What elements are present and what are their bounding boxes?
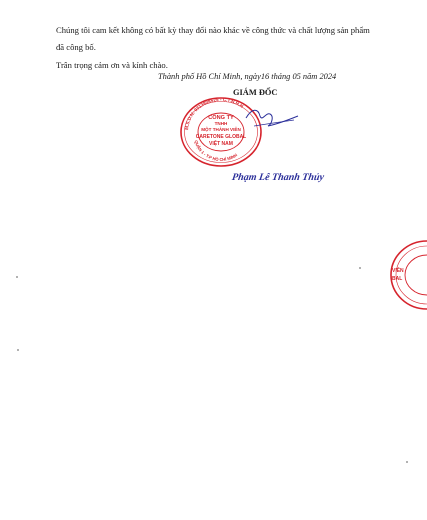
seal-outer-text: M.S.D.N: 0313808525 - C.T.N.H.H	[184, 96, 245, 131]
signature-icon	[244, 104, 300, 134]
seal-inner-text: QUẬN 1 - T.P HỒ CHÍ MINH	[193, 139, 239, 163]
seal-center-line3: MỘT THÀNH VIÊN	[201, 127, 241, 132]
scan-speck	[16, 276, 18, 278]
scan-speck	[17, 349, 19, 351]
signer-role: GIÁM ĐỐC	[233, 88, 278, 97]
partial-seal-line2: BAL	[392, 276, 403, 282]
seal-center-line4: CARETONE GLOBAL	[195, 134, 247, 140]
partial-seal-line1: VIÊN	[392, 268, 404, 274]
commitment-paragraph-line1: Chúng tôi cam kết không có bất kỳ thay đổi nào khác về công thức và chất lượng sản phẩm	[56, 25, 370, 35]
seal-center-line2: TNHH	[214, 121, 228, 126]
scan-speck	[359, 267, 361, 269]
seal-center-line5: VIỆT NAM	[209, 141, 233, 147]
seal-center-line1: CÔNG TY	[208, 115, 234, 121]
place-date-line: Thành phố Hồ Chí Minh, ngày16 tháng 05 năm 2024	[158, 72, 337, 81]
closing-line: Trân trọng cảm ơn và kính chào.	[56, 60, 168, 70]
scan-speck	[406, 461, 408, 463]
commitment-paragraph-line2: đã công bố.	[56, 42, 96, 52]
partial-seal-icon	[378, 238, 427, 312]
signer-name: Phạm Lê Thanh Thủy	[231, 172, 325, 183]
